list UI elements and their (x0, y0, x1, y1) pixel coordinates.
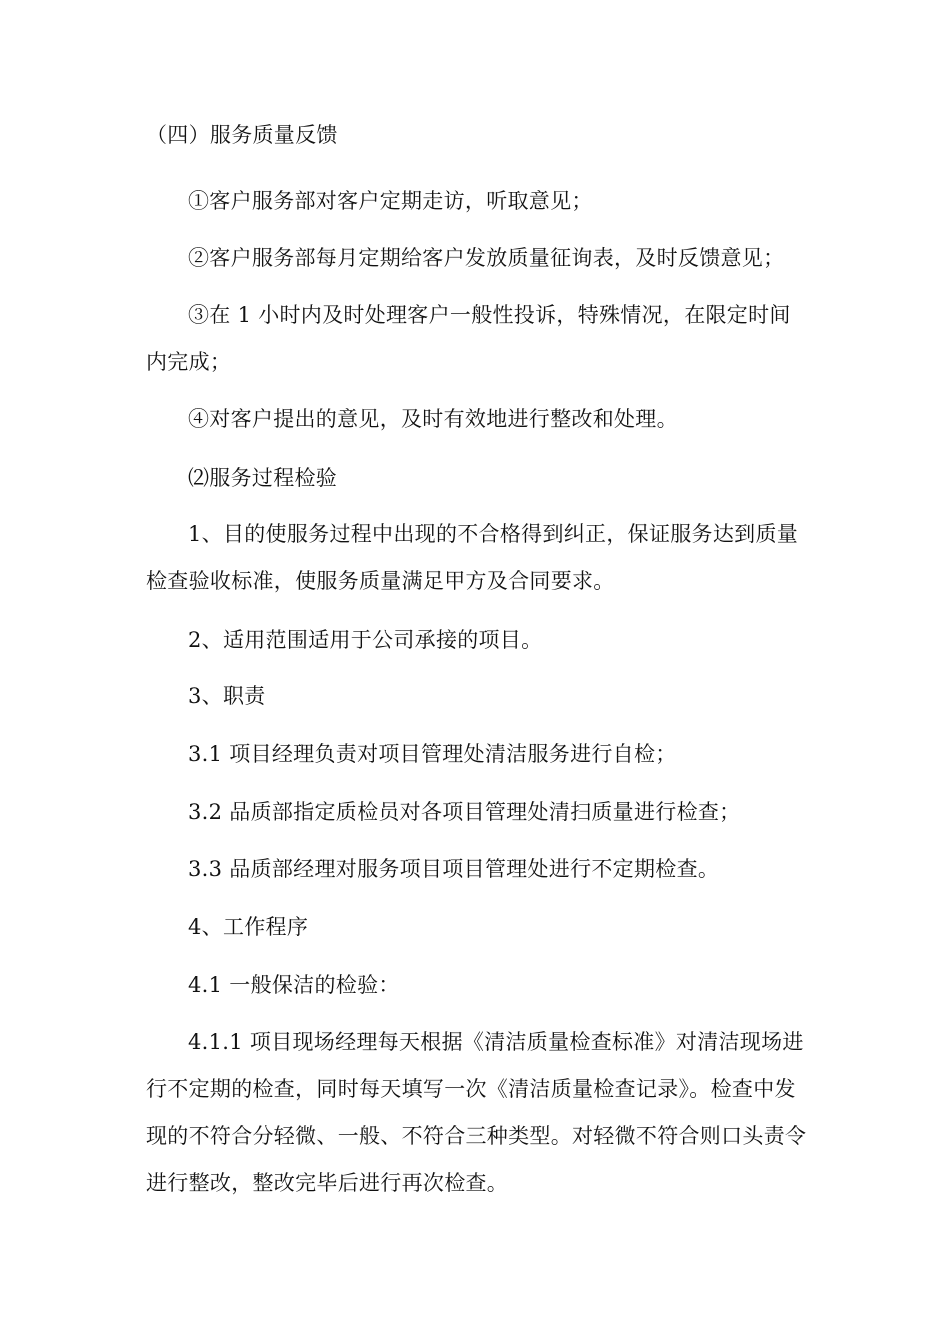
paragraph-scope: 2、适用范围适用于公司承接的项目。 (188, 628, 543, 652)
paragraph-4-1-1: 4.1.1 项目现场经理每天根据《清洁质量检查标准》对清洁现场进行不定期的检查，同时每天填写一次《清洁质量检查记录》。检查中发现的不符合分轻微、一般、不符合三种类型。对轻微不符合则口头责令进行整改，整改完毕后进行再次检查。 (146, 1030, 807, 1195)
paragraph-general-cleaning: 4.1 一般保洁的检验： (188, 973, 400, 997)
paragraph-resp-3-1: 3.1 项目经理负责对项目管理处清洁服务进行自检； (188, 742, 677, 766)
section-heading-process-inspection: ⑵服务过程检验 (188, 466, 338, 490)
section-heading-service-feedback: （四）服务质量反馈 (146, 123, 338, 147)
paragraph-item-1: ①客户服务部对客户定期走访，听取意见； (188, 189, 593, 213)
paragraph-responsibilities: 3、职责 (188, 684, 266, 708)
paragraph-item-3: ③在 1 小时内及时处理客户一般性投诉，特殊情况，在限定时间内完成； (146, 303, 791, 374)
paragraph-item-4: ④对客户提出的意见，及时有效地进行整改和处理。 (188, 407, 678, 431)
paragraph-work-procedure: 4、工作程序 (188, 915, 309, 939)
paragraph-item-2: ②客户服务部每月定期给客户发放质量征询表，及时反馈意见； (188, 246, 785, 270)
paragraph-resp-3-2: 3.2 品质部指定质检员对各项目管理处清扫质量进行检查； (188, 800, 741, 824)
paragraph-resp-3-3: 3.3 品质部经理对服务项目项目管理处进行不定期检查。 (188, 857, 720, 881)
paragraph-purpose: 1、目的使服务过程中出现的不合格得到纠正，保证服务达到质量检查验收标准，使服务质量满足甲方及合同要求。 (146, 522, 799, 593)
